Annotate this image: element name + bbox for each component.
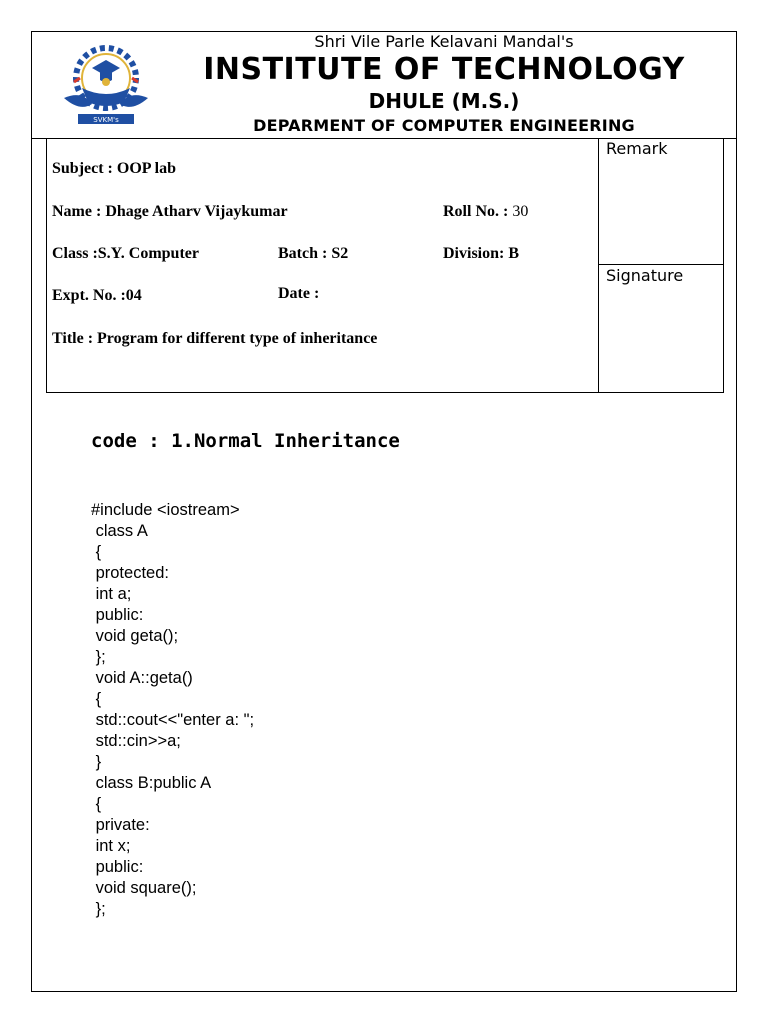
code-line: { (91, 690, 102, 708)
remark-label: Remark (606, 139, 668, 158)
code-line: std::cout<<"enter a: "; (91, 711, 255, 729)
code-line: std::cin>>a; (91, 732, 181, 750)
signature-label: Signature (606, 266, 684, 285)
roll-value: 30 (508, 203, 529, 220)
signature-divider (598, 264, 724, 265)
code-block (91, 500, 254, 920)
subject-field: Subject : OOP lab (52, 160, 177, 177)
code-line: class A (91, 522, 148, 540)
class-field: Class :S.Y. Computer (52, 245, 199, 262)
code-line: protected: (91, 564, 169, 582)
batch-field: Batch : S2 (278, 245, 349, 262)
name-field: Name : Dhage Atharv Vijaykumar (52, 203, 288, 220)
department-name: DEPARMENT OF COMPUTER ENGINEERING (253, 116, 635, 135)
society-name: Shri Vile Parle Kelavani Mandal's (314, 32, 574, 51)
code-line: private: (91, 816, 150, 834)
expt-field: Expt. No. :04 (52, 287, 142, 304)
code-line: public: (91, 606, 144, 624)
title-field: Title : Program for different type of inheritance (52, 330, 378, 347)
date-field: Date : (278, 285, 320, 302)
code-line: { (91, 795, 102, 813)
code-line: int a; (91, 585, 132, 603)
code-line: #include <iostream> (91, 501, 240, 519)
code-line: class B:public A (91, 774, 212, 792)
code-line: } (91, 753, 102, 771)
code-line: int x; (91, 837, 131, 855)
code-title: code : 1.Normal Inheritance (91, 430, 400, 452)
roll-field: Roll No. : 30 (443, 203, 529, 220)
code-line: void square(); (91, 879, 197, 897)
logo-text: SVKM's (93, 116, 119, 124)
institute-city: DHULE (M.S.) (368, 89, 520, 113)
code-line: { (91, 543, 102, 561)
division-field: Division: B (443, 245, 520, 262)
code-line: public: (91, 858, 144, 876)
remark-divider (598, 138, 599, 393)
institute-name: INSTITUTE OF TECHNOLOGY (203, 52, 685, 87)
code-line: }; (91, 900, 106, 918)
code-line: void geta(); (91, 627, 179, 645)
code-line: }; (91, 648, 106, 666)
code-line: void A::geta() (91, 669, 193, 687)
